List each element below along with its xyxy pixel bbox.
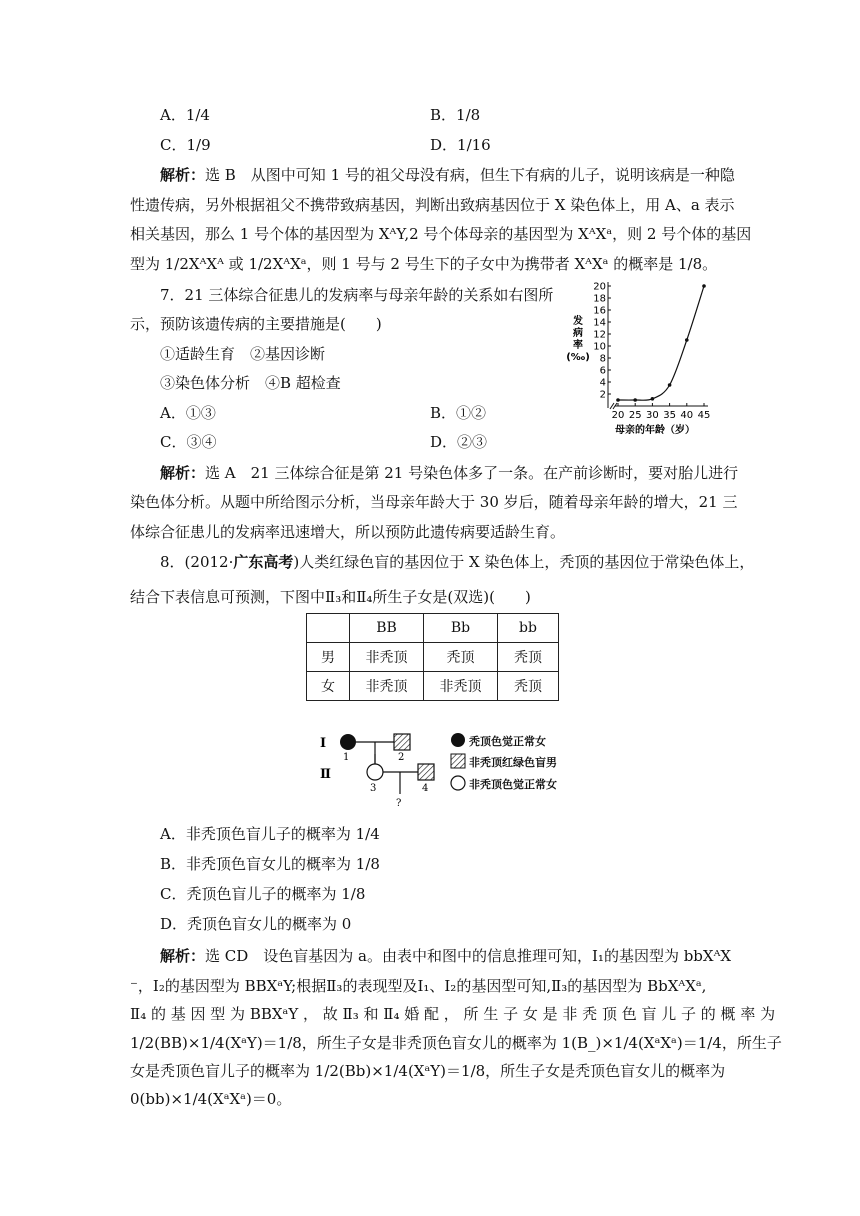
table-cell: 秃顶 [498, 672, 559, 701]
y-tick-label: 4 [599, 377, 606, 389]
q6-option-a: A．1/4 [160, 106, 210, 124]
table-cell: 秃顶 [424, 643, 498, 672]
q8-source: 广东高考 [233, 553, 294, 571]
genotype-table [306, 613, 559, 701]
label-4: 4 [422, 783, 429, 794]
legend-colorblind-male-symbol [451, 754, 465, 768]
q7-stem-line-2: 示，预防该遗传病的主要措施是( ) [130, 315, 382, 333]
q7-analysis-line-1: 解析：选 A 21 三体综合征是第 21 号染色体多了一条。在产前诊断时，要对胎儿进行 [160, 464, 739, 482]
legend-normal-female-symbol [451, 776, 465, 790]
data-point [702, 284, 706, 288]
q7-analysis-line-2: 染色体分析。从题中所给图示分析，当母亲年龄大于 30 岁后，随着母亲年龄的增大，21 三 [130, 493, 738, 511]
table-header-row [307, 614, 559, 643]
individual-II3 [367, 764, 383, 780]
individual-I1 [340, 734, 356, 750]
legend-symbols [450, 732, 466, 792]
q8-analysis-line-4: 1/2(BB)×1/4(XᵃY)＝1/8，所生子女是非秃顶色盲女儿的概率为 1(B_)×1/4(XᵃXᵃ)＝1/4，所生子 [130, 1034, 782, 1052]
q6-analysis-line-3: 相关基因，那么 1 号个体的基因型为 XᴬY,2 号个体母亲的基因型为 XᴬXᵃ，则 2 号个体的基因 [130, 225, 752, 243]
data-point [668, 383, 672, 387]
q8-option-a: A．非秃顶色盲儿子的概率为 1/4 [160, 825, 380, 843]
y-tick-label: 6 [599, 365, 606, 377]
x-tick-label: 40 [680, 410, 694, 421]
y-tick-label: 20 [593, 281, 606, 293]
data-point [616, 398, 620, 402]
y-tick-label: 12 [593, 329, 606, 341]
generation-1-label: Ⅰ [320, 736, 327, 751]
q8-analysis-line-2: ⁻，Ⅰ₂的基因型为 BBXᵃY;根据Ⅱ₃的表现型及Ⅰ₁、Ⅰ₂的基因型可知,Ⅱ₃的基因型为 BbXᴬXᵃ, [130, 977, 707, 995]
q6-analysis-line-4: 型为 1/2XᴬXᴬ 或 1/2XᴬXᵃ，则 1 号与 2 号生下的子女中为携带者 XᴬXᵃ 的概率是 1/8。 [130, 255, 718, 273]
x-axis-label: 母亲的年龄（岁） [615, 425, 695, 436]
y-axis-label: (‰) [566, 352, 590, 363]
q8-analysis-line-5: 女是秃顶色盲儿子的概率为 1/2(Bb)×1/4(XᵃY)＝1/8，所生子女是秃顶色盲女儿的概率为 [130, 1062, 726, 1080]
y-axis-label: 发 [573, 316, 583, 327]
table-cell: 非秃顶 [424, 672, 498, 701]
legend-item-1: 秃顶色觉正常女 [469, 735, 546, 748]
label-2: 2 [398, 752, 405, 763]
incidence-age-chart [562, 280, 732, 442]
table-row [307, 672, 559, 701]
y-tick-label: 10 [593, 341, 606, 353]
individual-II4 [418, 764, 434, 780]
table-cell: 非秃顶 [350, 672, 424, 701]
q8-analysis-line-6: 0(bb)×1/4(XᵃXᵃ)＝0。 [130, 1090, 292, 1108]
q7-option-a: A．①③ [160, 404, 216, 422]
data-point [685, 338, 689, 342]
table-cell: 男 [307, 643, 350, 672]
q8-analysis-label: 解析： [160, 947, 206, 965]
x-tick-label: 45 [697, 410, 711, 421]
q8-option-d: D．秃顶色盲女儿的概率为 0 [160, 915, 352, 933]
q8-analysis-line-1: 解析：选 CD 设色盲基因为 a。由表中和图中的信息推理可知，Ⅰ₁的基因型为 bbXᴬX [160, 947, 732, 965]
y-axis-label: 病 [573, 328, 583, 339]
table-header-cell: BB [350, 614, 424, 643]
x-tick-label: 25 [628, 410, 642, 421]
y-tick-label: 16 [593, 305, 606, 317]
x-tick-label: 30 [646, 410, 659, 421]
q6-option-b: B．1/8 [430, 106, 481, 124]
q7-option-d: D．②③ [430, 433, 488, 451]
q7-items-line-2: ③染色体分析 ④B 超检查 [160, 374, 341, 392]
q6-analysis-line-1: 解析：选 B 从图中可知 1 号的祖父母没有病，但生下有病的儿子，说明该病是一种隐 [160, 166, 735, 184]
generation-2-label: Ⅱ [320, 767, 331, 782]
table-header-cell: Bb [424, 614, 498, 643]
unknown-offspring: ? [396, 798, 402, 809]
data-point [651, 397, 655, 401]
legend-bald-female-symbol [451, 733, 465, 747]
y-tick-label: 18 [593, 293, 606, 305]
table-cell: 女 [307, 672, 350, 701]
y-axis-label: 率 [573, 340, 583, 351]
label-1: 1 [343, 752, 350, 763]
q8-option-c: C．秃顶色盲儿子的概率为 1/8 [160, 885, 366, 903]
legend-item-2: 非秃顶红绿色盲男 [469, 756, 557, 769]
table-cell: 非秃顶 [350, 643, 424, 672]
q7-analysis-label: 解析： [160, 464, 206, 482]
q6-option-c: C．1/9 [160, 136, 211, 154]
table-header-cell [307, 614, 350, 643]
table-cell: 秃顶 [498, 643, 559, 672]
y-tick-label: 2 [599, 389, 606, 401]
y-tick-label: 14 [593, 317, 606, 329]
q7-stem-line-1: 7．21 三体综合征患儿的发病率与母亲年龄的关系如右图所 [160, 286, 554, 304]
q8-option-b: B．非秃顶色盲女儿的概率为 1/8 [160, 855, 380, 873]
legend-item-3: 非秃顶色觉正常女 [469, 778, 557, 791]
x-tick-label: 20 [611, 410, 625, 421]
table-row [307, 643, 559, 672]
q7-items-line-1: ①适龄生育 ②基因诊断 [160, 345, 326, 363]
q6-option-d: D．1/16 [430, 136, 491, 154]
q7-analysis-line-3: 体综合征患儿的发病率迅速增大，所以预防此遗传病要适龄生育。 [130, 523, 566, 541]
y-tick-label: 8 [599, 353, 606, 365]
q8-stem-line-1: 8．(2012·广东高考)人类红绿色盲的基因位于 X 染色体上，秃顶的基因位于常染色体上， [160, 553, 755, 571]
data-point [633, 398, 637, 402]
pedigree-diagram [318, 728, 438, 810]
q8-stem-line-2: 结合下表信息可预测，下图中Ⅱ₃和Ⅱ₄所生子女是(双选)( ) [130, 588, 531, 606]
q8-analysis-line-3: Ⅱ₄ 的 基 因 型 为 BBXᵃY ， 故 Ⅱ₃ 和 Ⅱ₄ 婚 配 ， 所 生 子 女 是 非 秃 顶 色 盲 儿 子 的 概 率 为 [130, 1005, 776, 1023]
table-header-cell: bb [498, 614, 559, 643]
q6-analysis-line-2: 性遗传病，另外根据祖父不携带致病基因，判断出致病基因位于 X 染色体上，用 A、a 表示 [130, 196, 735, 214]
q7-option-c: C．③④ [160, 433, 217, 451]
q7-option-b: B．①② [430, 404, 487, 422]
q6-analysis-label: 解析： [160, 166, 206, 184]
series-line [618, 286, 704, 400]
individual-I2 [394, 734, 410, 750]
label-3: 3 [370, 783, 377, 794]
x-tick-label: 35 [663, 410, 676, 421]
